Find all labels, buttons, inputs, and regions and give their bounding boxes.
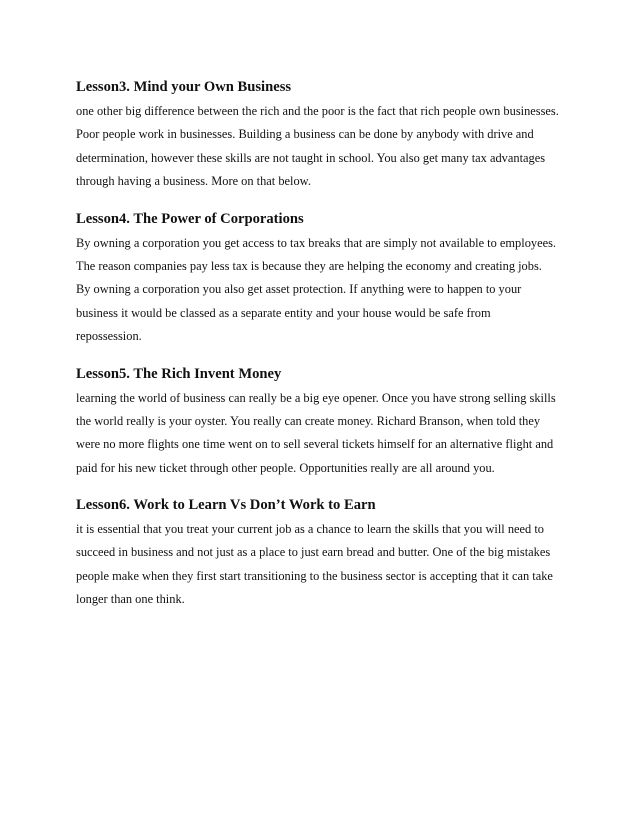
paragraph-line: determination, however these skills are not taught in school. You also get many tax advantages — [76, 150, 546, 165]
section-lesson3 — [76, 76, 576, 194]
paragraph-line: By owning a corporation you get access to tax breaks that are simply not available to employees. — [76, 235, 556, 250]
paragraph-line: The reason companies pay less tax is because they are helping the economy and creating jobs. — [76, 258, 542, 273]
paragraph-line: Poor people work in businesses. Building a business can be done by anybody with drive and — [76, 127, 534, 142]
section-heading: Lesson6. Work to Learn Vs Don’t Work to Earn — [76, 497, 376, 514]
paragraph-line: it is essential that you treat your current job as a chance to learn the skills that you will need to — [76, 522, 544, 537]
section-heading: Lesson5. The Rich Invent Money — [76, 365, 282, 382]
section-lesson6 — [76, 494, 576, 612]
paragraph-line: were no more flights one time went on to sell several tickets himself for an alternative flight and — [76, 437, 554, 452]
paragraph-line: repossession. — [76, 329, 142, 344]
paragraph-line: people make when they first start transitioning to the business sector is accepting that it can take — [76, 568, 553, 583]
section-heading: Lesson3. Mind your Own Business — [76, 79, 292, 95]
paragraph-line: business it would be classed as a separate entity and your house would be safe from — [76, 305, 491, 320]
paragraph-line: through having a business. More on that below. — [76, 174, 311, 189]
paragraph-line: learning the world of business can really be a big eye opener. Once you have strong selling skills — [76, 390, 556, 405]
section-lesson5 — [76, 363, 576, 481]
paragraph-line: the world really is your oyster. You really can create money. Richard Branson, when told they — [76, 413, 541, 428]
section-heading: Lesson4. The Power of Corporations — [76, 210, 304, 227]
paragraph-line: longer than one think. — [76, 592, 185, 607]
paragraph-line: succeed in business and not just as a place to just earn bread and butter. One of the big mistakes — [76, 545, 551, 560]
paragraph-line: By owning a corporation you also get asset protection. If anything were to happen to your — [76, 282, 522, 297]
section-lesson4 — [76, 208, 576, 349]
paragraph-line: one other big difference between the rich and the poor is the fact that rich people own businesses. — [76, 104, 559, 118]
document-page — [76, 76, 576, 626]
paragraph-line: paid for his new ticket through other people. Opportunities really are all around you. — [76, 460, 495, 475]
